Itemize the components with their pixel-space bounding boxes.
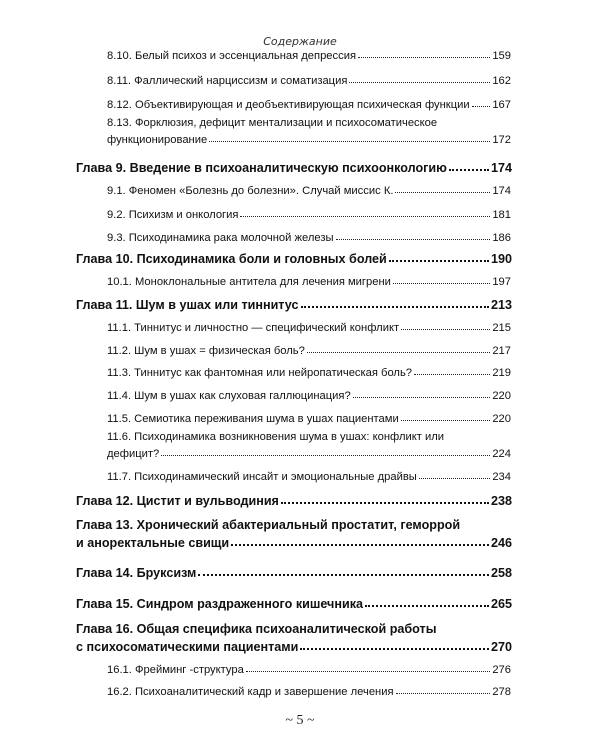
- toc-entry-page: 174: [492, 185, 511, 197]
- toc-entry-page: 181: [492, 209, 511, 221]
- dot-leader: [246, 664, 491, 672]
- dot-leader: [472, 99, 491, 107]
- toc-entry-page: 217: [492, 345, 511, 357]
- toc-entry-title: 8.12. Объективирующая и деобъективирующая психическая функции: [107, 99, 470, 111]
- toc-entry-title: 11.3. Тиннитус как фантомная или нейропатическая боль?: [107, 367, 412, 379]
- toc-chapter[interactable]: [76, 536, 512, 550]
- toc-entry[interactable]: [107, 686, 511, 698]
- toc-entry-title: 16.1. Фрейминг -структура: [107, 664, 244, 676]
- dot-leader: [396, 686, 491, 694]
- dot-leader: [393, 276, 490, 284]
- toc-chapter[interactable]: [76, 298, 512, 312]
- toc-entry-title: 9.2. Психизм и онкология: [107, 209, 239, 221]
- dot-leader: [389, 253, 489, 262]
- toc-entry-title: 8.11. Фаллический нарциссизм и соматизация: [107, 75, 348, 87]
- toc-chapter-title: Глава 9. Введение в психоаналитическую психоонкологию: [76, 161, 447, 175]
- toc-chapter[interactable]: [76, 597, 512, 611]
- dot-leader: [401, 322, 490, 330]
- toc-entry-title-line1: 11.6. Психодинамика возникновения шума в ушах: конфликт или: [107, 431, 445, 443]
- toc-entry[interactable]: [107, 413, 511, 425]
- dot-leader: [307, 345, 490, 353]
- toc-entry-title: функционирование: [107, 134, 208, 146]
- dot-leader: [281, 495, 489, 504]
- toc-entry-title-line1: 8.13. Форклюзия, дефицит ментализации и психосоматическое: [107, 117, 438, 129]
- toc-entry-title: 9.3. Психодинамика рака молочной железы: [107, 232, 334, 244]
- toc-entry-page: 220: [492, 413, 511, 425]
- dot-leader: [358, 50, 490, 58]
- dot-leader: [349, 75, 490, 83]
- toc-entry[interactable]: [107, 99, 511, 111]
- toc-entry[interactable]: [107, 664, 511, 676]
- toc-chapter-page: 270: [490, 640, 512, 654]
- toc-entry-page: 224: [492, 448, 511, 460]
- dot-leader: [449, 162, 489, 171]
- toc-entry[interactable]: [107, 232, 511, 244]
- toc-entry-page: 220: [492, 390, 511, 402]
- toc-chapter-title: Глава 10. Психодинамика боли и головных болей: [76, 252, 387, 266]
- toc-entry-page: 159: [492, 50, 511, 62]
- toc-entry-page: 278: [492, 686, 511, 698]
- toc-entry-title: 11.1. Тиннитус и личностно — специфический конфликт: [107, 322, 400, 334]
- toc-chapter-title: с психосоматическими пациентами: [76, 640, 299, 654]
- toc-entry-page: 215: [492, 322, 511, 334]
- dot-leader: [419, 471, 490, 479]
- toc-chapter[interactable]: [76, 494, 512, 508]
- toc-entry-title: 11.2. Шум в ушах = физическая боль?: [107, 345, 305, 357]
- toc-chapter-title: Глава 11. Шум в ушах или тиннитус: [76, 298, 299, 312]
- toc-entry-title: 8.10. Белый психоз и эссенциальная депрессия: [107, 50, 357, 62]
- toc-chapter-page: 246: [490, 536, 512, 550]
- toc-entry-title: 11.5. Семиотика переживания шума в ушах пациентами: [107, 413, 399, 425]
- toc-entry-page: 219: [492, 367, 511, 379]
- toc-chapter[interactable]: [76, 640, 512, 654]
- dot-leader: [161, 448, 490, 456]
- toc-chapter[interactable]: [76, 252, 512, 266]
- dot-leader: [240, 209, 490, 217]
- toc-entry[interactable]: [107, 276, 511, 288]
- toc-entry-page: 276: [492, 664, 511, 676]
- toc-entry[interactable]: [107, 209, 511, 221]
- toc-chapter-title-line1: Глава 16. Общая специфика психоаналитической работы: [76, 622, 437, 636]
- dot-leader: [209, 134, 490, 142]
- toc-chapter-page: 213: [490, 298, 512, 312]
- toc-entry[interactable]: [107, 75, 511, 87]
- toc-entry-page: 186: [492, 232, 511, 244]
- toc-entry[interactable]: [107, 322, 511, 334]
- toc-entry-title: дефицит?: [107, 448, 160, 460]
- page-number: ~ 5 ~: [285, 713, 315, 728]
- toc-entry[interactable]: [107, 471, 511, 483]
- dot-leader: [336, 232, 491, 240]
- dot-leader: [414, 367, 490, 375]
- dot-leader: [301, 299, 489, 308]
- dot-leader: [300, 641, 489, 650]
- dot-leader: [231, 537, 489, 546]
- toc-entry-title: 11.7. Психодинамический инсайт и эмоциональные драйвы: [107, 471, 417, 483]
- toc-entry[interactable]: [107, 134, 511, 146]
- toc-chapter-title: Глава 15. Синдром раздраженного кишечника: [76, 597, 364, 611]
- dot-leader: [365, 598, 489, 607]
- toc-entry[interactable]: [107, 185, 511, 197]
- dot-leader: [401, 413, 491, 421]
- toc-entry[interactable]: [107, 345, 511, 357]
- dot-leader: [198, 567, 489, 576]
- toc-chapter-page: 265: [490, 597, 512, 611]
- toc-entry-page: 162: [492, 75, 511, 87]
- toc-chapter-page: 238: [490, 494, 512, 508]
- running-header: Содержание: [263, 35, 337, 48]
- toc-entry[interactable]: [107, 50, 511, 62]
- toc-entry-page: 167: [492, 99, 511, 111]
- dot-leader: [395, 185, 490, 193]
- toc-chapter[interactable]: [76, 566, 512, 580]
- toc-entry[interactable]: [107, 367, 511, 379]
- toc-entry[interactable]: [107, 448, 511, 460]
- toc-chapter[interactable]: [76, 161, 512, 175]
- toc-entry-title: 11.4. Шум в ушах как слуховая галлюцинация?: [107, 390, 351, 402]
- toc-chapter-title-line1: Глава 13. Хронический абактериальный простатит, геморрой: [76, 518, 461, 532]
- toc-entry-title: 9.1. Феномен «Болезнь до болезни». Случай миссис К.: [107, 185, 394, 197]
- dot-leader: [353, 390, 491, 398]
- toc-chapter-title: и аноректальные свищи: [76, 536, 230, 550]
- toc-entry-title: 16.2. Психоаналитический кадр и завершение лечения: [107, 686, 394, 698]
- toc-chapter-page: 190: [490, 252, 512, 266]
- toc-chapter-page: 174: [490, 161, 512, 175]
- toc-entry-page: 172: [492, 134, 511, 146]
- toc-entry-page: 234: [492, 471, 511, 483]
- toc-chapter-title: Глава 12. Цистит и вульводиния: [76, 494, 279, 508]
- toc-entry-page: 197: [492, 276, 511, 288]
- toc-entry-title: 10.1. Моноклональные антитела для лечения мигрени: [107, 276, 391, 288]
- toc-chapter-title: Глава 14. Бруксизм: [76, 566, 197, 580]
- toc-entry[interactable]: [107, 390, 511, 402]
- toc-chapter-page: 258: [490, 566, 512, 580]
